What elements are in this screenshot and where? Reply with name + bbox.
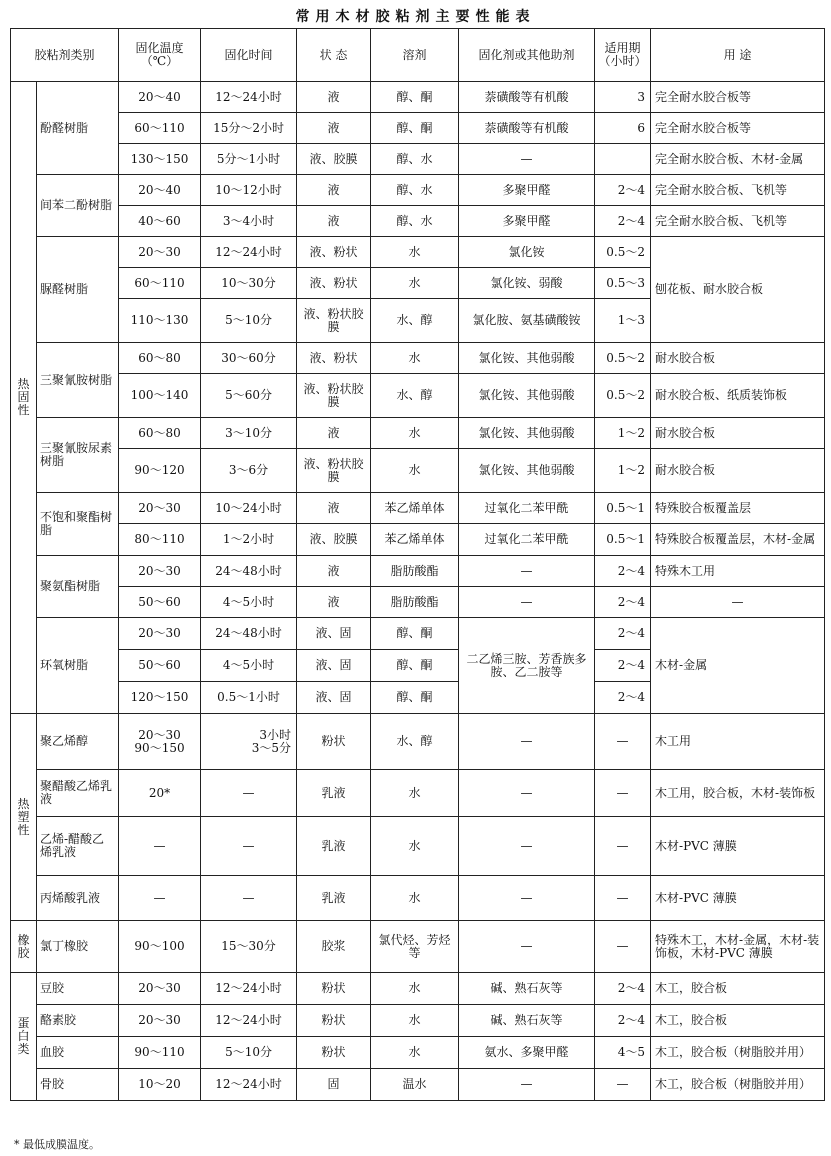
- cell-state: 液、胶膜: [297, 144, 371, 175]
- cell-agent: 氯化铵: [459, 237, 595, 268]
- cell-agent: 多聚甲醛: [459, 175, 595, 206]
- table-row: [11, 817, 825, 876]
- cell-use: 耐水胶合板、纸质装饰板: [651, 374, 825, 418]
- cell-potlife: —: [595, 921, 651, 973]
- cell-agent: —: [459, 144, 595, 175]
- cell-time: 1～2小时: [201, 524, 297, 556]
- group-name: 乙烯-醋酸乙烯乳液: [37, 817, 119, 876]
- cell-temp: 60～110: [119, 113, 201, 144]
- cell-agent: —: [459, 587, 595, 618]
- cell-time: 12～24小时: [201, 973, 297, 1005]
- group-name: 三聚氰胺尿素树脂: [37, 418, 119, 493]
- cell-solvent: 醇、酮: [371, 82, 459, 113]
- cell-solvent: 醇、水: [371, 206, 459, 237]
- cell-use: 木材-PVC 薄膜: [651, 876, 825, 921]
- header-temp: 固化温度（℃）: [119, 29, 201, 82]
- cell-solvent: 水、醇: [371, 714, 459, 770]
- cell-potlife: 2～4: [595, 587, 651, 618]
- cell-potlife: —: [595, 1069, 651, 1101]
- cell-solvent: 醇、酮: [371, 113, 459, 144]
- cell-state: 液、固: [297, 618, 371, 650]
- cell-potlife: 1～2: [595, 418, 651, 449]
- group-name: 聚氨酯树脂: [37, 556, 119, 618]
- group-name: 脲醛树脂: [37, 237, 119, 343]
- table-row: [11, 770, 825, 817]
- table-row: [11, 973, 825, 1005]
- cell-use: 木工，胶合板: [651, 973, 825, 1005]
- cell-temp: 60～80: [119, 418, 201, 449]
- cell-use: 木工，胶合板（树脂胶并用）: [651, 1037, 825, 1069]
- cell-temp: 20～40: [119, 175, 201, 206]
- cell-use: 特殊木工，木材-金属，木材-装饰板，木材-PVC 薄膜: [651, 921, 825, 973]
- table-row: [11, 493, 825, 524]
- cell-potlife: 2～4: [595, 556, 651, 587]
- cell-state: 液: [297, 206, 371, 237]
- cell-temp: 60～110: [119, 268, 201, 299]
- cell-state: 粉状: [297, 1037, 371, 1069]
- header-use: 用 途: [651, 29, 825, 82]
- cell-potlife: 2～4: [595, 682, 651, 714]
- cell-state: 液: [297, 82, 371, 113]
- cell-agent: —: [459, 921, 595, 973]
- table-row: [11, 1069, 825, 1101]
- cell-state: 液: [297, 113, 371, 144]
- cell-time-line: 3小时: [259, 727, 292, 742]
- cell-time: 3～4小时: [201, 206, 297, 237]
- table-title: 常用木材胶粘剂主要性能表: [295, 9, 536, 25]
- cell-use: 木工，胶合板: [651, 1005, 825, 1037]
- cell-agent: —: [459, 817, 595, 876]
- cell-time: 5～10分: [201, 1037, 297, 1069]
- cell-potlife: 2～4: [595, 175, 651, 206]
- group-name: 血胶: [37, 1037, 119, 1069]
- cell-time: 10～24小时: [201, 493, 297, 524]
- cell-time: 3～10分: [201, 418, 297, 449]
- group-name: 间苯二酚树脂: [37, 175, 119, 237]
- cell-solvent: 氯代烃、芳烃等: [371, 921, 459, 973]
- table-row: [11, 587, 825, 618]
- cell-state: 液、固: [297, 682, 371, 714]
- group-name: 三聚氰胺树脂: [37, 343, 119, 418]
- cell-potlife: 1～2: [595, 449, 651, 493]
- cell-time: 12～24小时: [201, 1005, 297, 1037]
- cell-potlife: 2～4: [595, 973, 651, 1005]
- cell-use: 完全耐水胶合板、木材-金属: [651, 144, 825, 175]
- group-name: 环氧树脂: [37, 618, 119, 714]
- cell-time: 12～24小时: [201, 82, 297, 113]
- cell-agent: 氯化铵、其他弱酸: [459, 418, 595, 449]
- cell-solvent: 脂肪酸酯: [371, 556, 459, 587]
- cell-temp: 50～60: [119, 650, 201, 682]
- cell-use: 完全耐水胶合板、飞机等: [651, 175, 825, 206]
- cell-agent: 萘磺酸等有机酸: [459, 82, 595, 113]
- cell-state: 液: [297, 556, 371, 587]
- cell-use: 木工，胶合板（树脂胶并用）: [651, 1069, 825, 1101]
- cell-solvent: 脂肪酸酯: [371, 587, 459, 618]
- cell-temp: 60～80: [119, 343, 201, 374]
- cell-potlife: —: [595, 770, 651, 817]
- group-name: 骨胶: [37, 1069, 119, 1101]
- cell-time: 24～48小时: [201, 556, 297, 587]
- cell-state: 液、粉状胶膜: [297, 299, 371, 343]
- header-solvent: 溶剂: [371, 29, 459, 82]
- cell-solvent: 水: [371, 237, 459, 268]
- cell-time: 3～6分: [201, 449, 297, 493]
- cell-agent: 氯化铵、其他弱酸: [459, 343, 595, 374]
- cell-state: 液、粉状胶膜: [297, 449, 371, 493]
- cell-time: 15分～2小时: [201, 113, 297, 144]
- cell-solvent: 苯乙烯单体: [371, 493, 459, 524]
- header-state: 状 态: [297, 29, 371, 82]
- cell-use: 特殊胶合板覆盖层，木材-金属: [651, 524, 825, 556]
- cell-potlife: 1～3: [595, 299, 651, 343]
- table-row: [11, 206, 825, 237]
- cell-solvent: 醇、酮: [371, 618, 459, 650]
- cell-solvent: 水: [371, 817, 459, 876]
- cell-use: 刨花板、耐水胶合板: [651, 237, 825, 343]
- cell-agent: 萘磺酸等有机酸: [459, 113, 595, 144]
- cell-solvent: 醇、酮: [371, 650, 459, 682]
- cell-use: 特殊胶合板覆盖层: [651, 493, 825, 524]
- cell-solvent: 苯乙烯单体: [371, 524, 459, 556]
- table-row: [11, 618, 825, 650]
- cell-time: —: [201, 817, 297, 876]
- cell-potlife: 6: [595, 113, 651, 144]
- cell-potlife: 2～4: [595, 650, 651, 682]
- cell-time: 4～5小时: [201, 587, 297, 618]
- cell-temp: 110～130: [119, 299, 201, 343]
- cell-time: 12～24小时: [201, 237, 297, 268]
- table-row: [11, 876, 825, 921]
- cell-solvent: 醇、酮: [371, 682, 459, 714]
- cell-agent: —: [459, 770, 595, 817]
- cell-use: 木工用: [651, 714, 825, 770]
- cell-potlife: [595, 144, 651, 175]
- table-row: [11, 144, 825, 175]
- cell-state: 液、粉状: [297, 237, 371, 268]
- cell-temp: 20～30: [119, 973, 201, 1005]
- cell-use: 完全耐水胶合板等: [651, 82, 825, 113]
- cell-state: 液: [297, 587, 371, 618]
- group-name: 丙烯酸乳液: [37, 876, 119, 921]
- cell-solvent: 水、醇: [371, 374, 459, 418]
- table-row: [11, 714, 825, 770]
- cell-solvent: 醇、水: [371, 175, 459, 206]
- group-name: 酪素胶: [37, 1005, 119, 1037]
- cell-temp-line: 90～150: [134, 740, 185, 755]
- cell-solvent: 水: [371, 1037, 459, 1069]
- cell-potlife: 0.5～2: [595, 343, 651, 374]
- cell-use: 木工用，胶合板，木材-装饰板: [651, 770, 825, 817]
- cell-temp: 20～30: [119, 237, 201, 268]
- cell-agent: 氨水、多聚甲醛: [459, 1037, 595, 1069]
- cell-potlife: 2～4: [595, 1005, 651, 1037]
- cell-potlife: 0.5～2: [595, 374, 651, 418]
- cell-temp: 10～20: [119, 1069, 201, 1101]
- cell-potlife: —: [595, 876, 651, 921]
- cell-temp: 20～30: [119, 556, 201, 587]
- group-name: 豆胶: [37, 973, 119, 1005]
- cell-state: 液、固: [297, 650, 371, 682]
- cell-time: 5～10分: [201, 299, 297, 343]
- group-name: 不饱和聚酯树脂: [37, 493, 119, 556]
- cell-time: 15～30分: [201, 921, 297, 973]
- cell-temp: 90～120: [119, 449, 201, 493]
- cell-state: 液、胶膜: [297, 524, 371, 556]
- table-row: [11, 237, 825, 268]
- cell-state: 固: [297, 1069, 371, 1101]
- table-row: [11, 1037, 825, 1069]
- cell-solvent: 水: [371, 973, 459, 1005]
- cell-use: 木材-金属: [651, 618, 825, 714]
- cell-temp: 120～150: [119, 682, 201, 714]
- cell-temp: 20～30: [119, 618, 201, 650]
- cell-temp: 20*: [119, 770, 201, 817]
- header-row: [11, 29, 825, 82]
- cell-temp: 20～40: [119, 82, 201, 113]
- cell-time: 5分～1小时: [201, 144, 297, 175]
- table-row: [11, 113, 825, 144]
- category-thermoset: 热固性: [11, 82, 37, 714]
- cell-temp: 50～60: [119, 587, 201, 618]
- cell-temp: 90～110: [119, 1037, 201, 1069]
- cell-agent: —: [459, 556, 595, 587]
- cell-state: 乳液: [297, 876, 371, 921]
- cell-use: —: [651, 587, 825, 618]
- cell-temp: 20～30: [119, 493, 201, 524]
- cell-agent: 碱、熟石灰等: [459, 1005, 595, 1037]
- cell-temp: 90～100: [119, 921, 201, 973]
- cell-state: 乳液: [297, 817, 371, 876]
- cell-solvent: 水: [371, 418, 459, 449]
- cell-solvent: 水、醇: [371, 299, 459, 343]
- cell-agent: —: [459, 1069, 595, 1101]
- cell-temp: 100～140: [119, 374, 201, 418]
- table-row: [11, 343, 825, 374]
- cell-use: 特殊木工用: [651, 556, 825, 587]
- cell-use: 耐水胶合板: [651, 449, 825, 493]
- cell-potlife: —: [595, 817, 651, 876]
- cell-solvent: 水: [371, 770, 459, 817]
- table-row: [11, 175, 825, 206]
- adhesive-table: [10, 28, 825, 1101]
- cell-temp: —: [119, 876, 201, 921]
- cell-temp: —: [119, 817, 201, 876]
- cell-agent: 过氧化二苯甲酰: [459, 524, 595, 556]
- cell-time: 0.5～1小时: [201, 682, 297, 714]
- table-row: [11, 374, 825, 418]
- cell-potlife: 2～4: [595, 206, 651, 237]
- group-name: 聚醋酸乙烯乳液: [37, 770, 119, 817]
- table-row: [11, 1005, 825, 1037]
- cell-use: 完全耐水胶合板等: [651, 113, 825, 144]
- cell-agent: 氯化铵、其他弱酸: [459, 449, 595, 493]
- cell-time: 30～60分: [201, 343, 297, 374]
- group-name: 氯丁橡胶: [37, 921, 119, 973]
- header-agent: 固化剂或其他助剂: [459, 29, 595, 82]
- cell-state: 液、粉状: [297, 343, 371, 374]
- cell-temp: 130～150: [119, 144, 201, 175]
- table-row: [11, 524, 825, 556]
- cell-potlife: —: [595, 714, 651, 770]
- cell-potlife: 3: [595, 82, 651, 113]
- category-thermoplastic: 热塑性: [11, 714, 37, 921]
- cell-agent: 氯化胺、氨基磺酸铵: [459, 299, 595, 343]
- cell-time-line: 3～5分: [251, 740, 292, 755]
- cell-solvent: 水: [371, 268, 459, 299]
- cell-state: 乳液: [297, 770, 371, 817]
- category-rubber: 橡胶: [11, 921, 37, 973]
- table-row: [11, 556, 825, 587]
- cell-use: 耐水胶合板: [651, 418, 825, 449]
- cell-state: 粉状: [297, 714, 371, 770]
- cell-time: —: [201, 876, 297, 921]
- cell-solvent: 温水: [371, 1069, 459, 1101]
- cell-agent: 氯化铵、其他弱酸: [459, 374, 595, 418]
- cell-potlife: 0.5～3: [595, 268, 651, 299]
- cell-time: 12～24小时: [201, 1069, 297, 1101]
- category-protein: 蛋白类: [11, 973, 37, 1101]
- header-category: 胶粘剂类别: [11, 29, 119, 82]
- cell-potlife: 0.5～1: [595, 493, 651, 524]
- cell-agent: 氯化铵、弱酸: [459, 268, 595, 299]
- cell-state: 粉状: [297, 973, 371, 1005]
- cell-time: 10～12小时: [201, 175, 297, 206]
- cell-time: 5～60分: [201, 374, 297, 418]
- table-row: [11, 449, 825, 493]
- cell-state: 液、粉状胶膜: [297, 374, 371, 418]
- cell-use: 耐水胶合板: [651, 343, 825, 374]
- cell-time: [201, 714, 297, 770]
- cell-solvent: 水: [371, 343, 459, 374]
- cell-potlife: 0.5～1: [595, 524, 651, 556]
- cell-potlife: 0.5～2: [595, 237, 651, 268]
- cell-use: 完全耐水胶合板、飞机等: [651, 206, 825, 237]
- cell-temp-line: 20～30: [138, 727, 181, 742]
- cell-solvent: 醇、水: [371, 144, 459, 175]
- table-row: [11, 82, 825, 113]
- cell-temp: 40～60: [119, 206, 201, 237]
- cell-time: 24～48小时: [201, 618, 297, 650]
- group-name: 酚醛树脂: [37, 82, 119, 175]
- cell-temp: [119, 714, 201, 770]
- cell-temp: 80～110: [119, 524, 201, 556]
- cell-solvent: 水: [371, 876, 459, 921]
- cell-state: 液: [297, 418, 371, 449]
- cell-state: 液: [297, 493, 371, 524]
- cell-time: —: [201, 770, 297, 817]
- cell-state: 粉状: [297, 1005, 371, 1037]
- cell-potlife: 4～5: [595, 1037, 651, 1069]
- cell-agent: 多聚甲醛: [459, 206, 595, 237]
- cell-potlife: 2～4: [595, 618, 651, 650]
- header-potlife: 适用期（小时）: [595, 29, 651, 82]
- cell-state: 液、粉状: [297, 268, 371, 299]
- cell-agent: —: [459, 714, 595, 770]
- cell-time: 10～30分: [201, 268, 297, 299]
- header-time: 固化时间: [201, 29, 297, 82]
- cell-solvent: 水: [371, 1005, 459, 1037]
- table-row: [11, 418, 825, 449]
- cell-agent: 过氧化二苯甲酰: [459, 493, 595, 524]
- cell-state: 胶浆: [297, 921, 371, 973]
- cell-agent: 二乙烯三胺、芳香族多胺、乙二胺等: [459, 618, 595, 714]
- cell-time: 4～5小时: [201, 650, 297, 682]
- cell-temp: 20～30: [119, 1005, 201, 1037]
- cell-agent: 碱、熟石灰等: [459, 973, 595, 1005]
- table-row: [11, 921, 825, 973]
- cell-agent: —: [459, 876, 595, 921]
- footnote: * 最低成膜温度。: [14, 1138, 100, 1151]
- cell-solvent: 水: [371, 449, 459, 493]
- cell-use: 木材-PVC 薄膜: [651, 817, 825, 876]
- cell-state: 液: [297, 175, 371, 206]
- group-name: 聚乙烯醇: [37, 714, 119, 770]
